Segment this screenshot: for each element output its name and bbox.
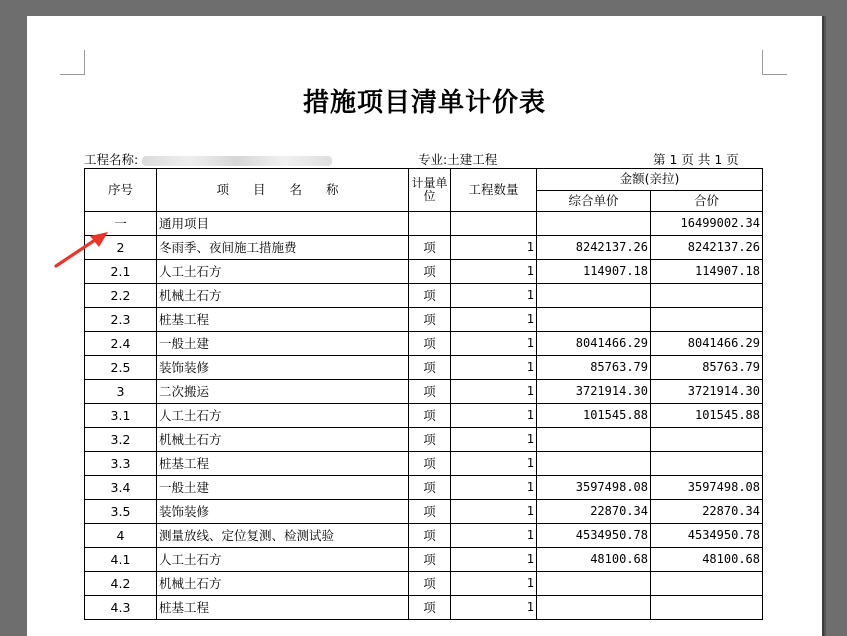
row-unit-price: 22870.34 (537, 500, 651, 524)
row-qty: 1 (451, 476, 537, 500)
table-row (85, 500, 763, 524)
row-unit (409, 212, 451, 236)
row-qty: 1 (451, 356, 537, 380)
table-row (85, 260, 763, 284)
row-name: 人工土石方 (157, 260, 409, 284)
row-unit-price (537, 596, 651, 620)
row-unit: 项 (409, 332, 451, 356)
row-unit: 项 (409, 236, 451, 260)
row-total (651, 452, 763, 476)
row-unit-price: 114907.18 (537, 260, 651, 284)
row-unit-price (537, 212, 651, 236)
row-seq: 2.4 (85, 332, 157, 356)
row-total (651, 284, 763, 308)
row-unit-price (537, 428, 651, 452)
row-name: 一般土建 (157, 476, 409, 500)
header-unit-price: 综合单价 (537, 190, 651, 212)
row-unit: 项 (409, 500, 451, 524)
table-row (85, 524, 763, 548)
page-info: 第 1 页 共 1 页 (653, 152, 739, 167)
row-qty: 1 (451, 404, 537, 428)
row-qty: 1 (451, 524, 537, 548)
row-unit-price (537, 452, 651, 476)
redacted-project-name (142, 156, 332, 166)
document-page (27, 16, 822, 636)
row-unit: 项 (409, 284, 451, 308)
row-total: 85763.79 (651, 356, 763, 380)
row-unit-price: 4534950.78 (537, 524, 651, 548)
row-seq: 3.2 (85, 428, 157, 452)
project-name-line (84, 150, 332, 168)
table-row (85, 356, 763, 380)
header-unit: 计量单位 (409, 169, 451, 212)
row-name: 机械土石方 (157, 572, 409, 596)
table-row (85, 380, 763, 404)
table-row (85, 308, 763, 332)
row-name: 人工土石方 (157, 404, 409, 428)
table-row (85, 548, 763, 572)
row-unit: 项 (409, 428, 451, 452)
row-total: 16499002.34 (651, 212, 763, 236)
row-unit: 项 (409, 380, 451, 404)
row-name: 桩基工程 (157, 596, 409, 620)
specialty-label: 专业:土建工程 (418, 152, 498, 167)
row-unit: 项 (409, 596, 451, 620)
row-total: 48100.68 (651, 548, 763, 572)
row-total (651, 428, 763, 452)
row-seq: 4.2 (85, 572, 157, 596)
row-name: 测量放线、定位复测、检测试验 (157, 524, 409, 548)
row-unit-price: 8242137.26 (537, 236, 651, 260)
row-name: 二次搬运 (157, 380, 409, 404)
row-unit: 项 (409, 308, 451, 332)
row-total: 101545.88 (651, 404, 763, 428)
row-qty: 1 (451, 596, 537, 620)
row-unit-price (537, 572, 651, 596)
row-unit: 项 (409, 572, 451, 596)
table-row (85, 476, 763, 500)
table-row (85, 236, 763, 260)
row-qty: 1 (451, 500, 537, 524)
row-unit-price: 3721914.30 (537, 380, 651, 404)
row-total: 8041466.29 (651, 332, 763, 356)
row-seq: 3.3 (85, 452, 157, 476)
row-seq: 3.1 (85, 404, 157, 428)
row-total: 114907.18 (651, 260, 763, 284)
table-row (85, 404, 763, 428)
row-name: 机械土石方 (157, 428, 409, 452)
row-seq: 2 (85, 236, 157, 260)
table-row (85, 452, 763, 476)
row-name: 桩基工程 (157, 452, 409, 476)
row-unit-price: 3597498.08 (537, 476, 651, 500)
table-row (85, 332, 763, 356)
row-total (651, 308, 763, 332)
top-right-margin-mark (762, 50, 787, 75)
measures-table (84, 168, 763, 620)
row-unit: 项 (409, 452, 451, 476)
row-total: 3721914.30 (651, 380, 763, 404)
row-qty: 1 (451, 236, 537, 260)
row-unit: 项 (409, 476, 451, 500)
row-qty: 1 (451, 332, 537, 356)
row-total (651, 572, 763, 596)
row-seq: 4 (85, 524, 157, 548)
row-seq: 一 (85, 212, 157, 236)
row-qty: 1 (451, 428, 537, 452)
table-row (85, 284, 763, 308)
row-unit: 项 (409, 356, 451, 380)
header-amount: 金额(亲拉) (537, 169, 763, 191)
row-seq: 3.4 (85, 476, 157, 500)
row-unit-price (537, 308, 651, 332)
table-row (85, 572, 763, 596)
row-seq: 2.5 (85, 356, 157, 380)
row-unit: 项 (409, 548, 451, 572)
row-name: 通用项目 (157, 212, 409, 236)
table-row (85, 596, 763, 620)
row-unit-price: 101545.88 (537, 404, 651, 428)
row-name: 冬雨季、夜间施工措施费 (157, 236, 409, 260)
row-name: 机械土石方 (157, 284, 409, 308)
header-total: 合价 (651, 190, 763, 212)
row-total: 22870.34 (651, 500, 763, 524)
row-qty: 1 (451, 452, 537, 476)
row-unit-price: 85763.79 (537, 356, 651, 380)
row-total: 3597498.08 (651, 476, 763, 500)
row-qty: 1 (451, 548, 537, 572)
row-total: 4534950.78 (651, 524, 763, 548)
row-seq: 4.1 (85, 548, 157, 572)
top-left-margin-mark (60, 50, 85, 75)
row-unit: 项 (409, 524, 451, 548)
header-qty: 工程数量 (451, 169, 537, 212)
row-seq: 4.3 (85, 596, 157, 620)
table-row (85, 428, 763, 452)
row-total (651, 596, 763, 620)
row-unit: 项 (409, 404, 451, 428)
row-name: 一般土建 (157, 332, 409, 356)
row-name: 装饰装修 (157, 500, 409, 524)
row-name: 装饰装修 (157, 356, 409, 380)
header-name: 项 目 名 称 (157, 169, 409, 212)
row-qty: 1 (451, 308, 537, 332)
red-arrow-icon (52, 228, 112, 272)
row-seq: 2.3 (85, 308, 157, 332)
header-seq: 序号 (85, 169, 157, 212)
row-unit-price: 48100.68 (537, 548, 651, 572)
row-seq: 2.1 (85, 260, 157, 284)
row-seq: 3.5 (85, 500, 157, 524)
row-qty (451, 212, 537, 236)
row-unit: 项 (409, 260, 451, 284)
row-unit-price: 8041466.29 (537, 332, 651, 356)
project-name-label: 工程名称: (84, 152, 139, 167)
row-qty: 1 (451, 380, 537, 404)
row-name: 人工土石方 (157, 548, 409, 572)
row-qty: 1 (451, 572, 537, 596)
row-qty: 1 (451, 284, 537, 308)
row-seq: 2.2 (85, 284, 157, 308)
row-qty: 1 (451, 260, 537, 284)
row-total: 8242137.26 (651, 236, 763, 260)
row-name: 桩基工程 (157, 308, 409, 332)
table-row (85, 212, 763, 236)
row-seq: 3 (85, 380, 157, 404)
document-title: 措施项目清单计价表 (302, 88, 546, 118)
row-unit-price (537, 284, 651, 308)
